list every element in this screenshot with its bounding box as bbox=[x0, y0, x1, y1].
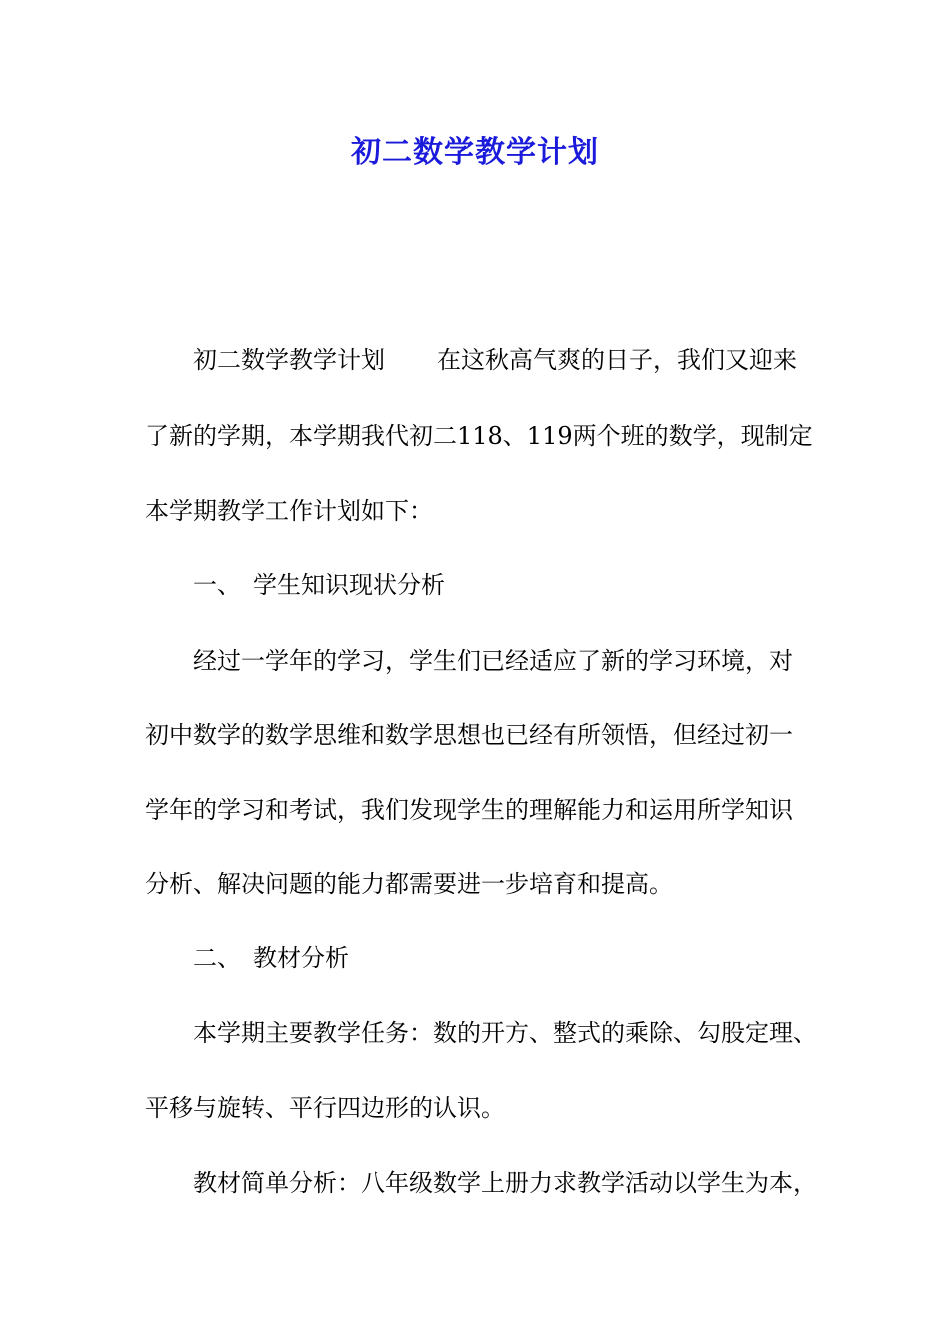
intro-line-1-rest: 在这秋高气爽的日子，我们又迎来 bbox=[437, 346, 797, 374]
section-1-number: 一、 bbox=[193, 571, 241, 599]
section-1-line: 分析、解决问题的能力都需要进一步培育和提高。 bbox=[145, 870, 673, 898]
section-1-title: 学生知识现状分析 bbox=[253, 571, 445, 599]
section-1-line: 初中数学的数学思维和数学思想也已经有所领悟，但经过初一 bbox=[145, 721, 793, 749]
section-2-analysis-line: 教材简单分析：八年级数学上册力求教学活动以学生为本， bbox=[193, 1169, 817, 1197]
section-2-heading bbox=[193, 940, 349, 976]
intro-line-1 bbox=[193, 342, 797, 378]
section-2-title: 教材分析 bbox=[253, 944, 349, 972]
section-2-tasks-line: 平移与旋转、平行四边形的认识。 bbox=[145, 1094, 505, 1122]
section-2-tasks-line: 本学期主要教学任务：数的开方、整式的乘除、勾股定理、 bbox=[193, 1019, 817, 1047]
intro-lead: 初二数学教学计划 bbox=[193, 346, 385, 374]
section-1-line: 学年的学习和考试，我们发现学生的理解能力和运用所学知识 bbox=[145, 796, 793, 824]
section-1-heading bbox=[193, 567, 445, 603]
document-title: 初二数学教学计划 bbox=[351, 135, 599, 170]
intro-line-3: 本学期教学工作计划如下： bbox=[145, 497, 433, 525]
intro-line-2: 了新的学期，本学期我代初二118、119两个班的数学，现制定 bbox=[145, 422, 813, 450]
section-1-line: 经过一学年的学习，学生们已经适应了新的学习环境，对 bbox=[193, 647, 793, 675]
section-2-number: 二、 bbox=[193, 944, 241, 972]
